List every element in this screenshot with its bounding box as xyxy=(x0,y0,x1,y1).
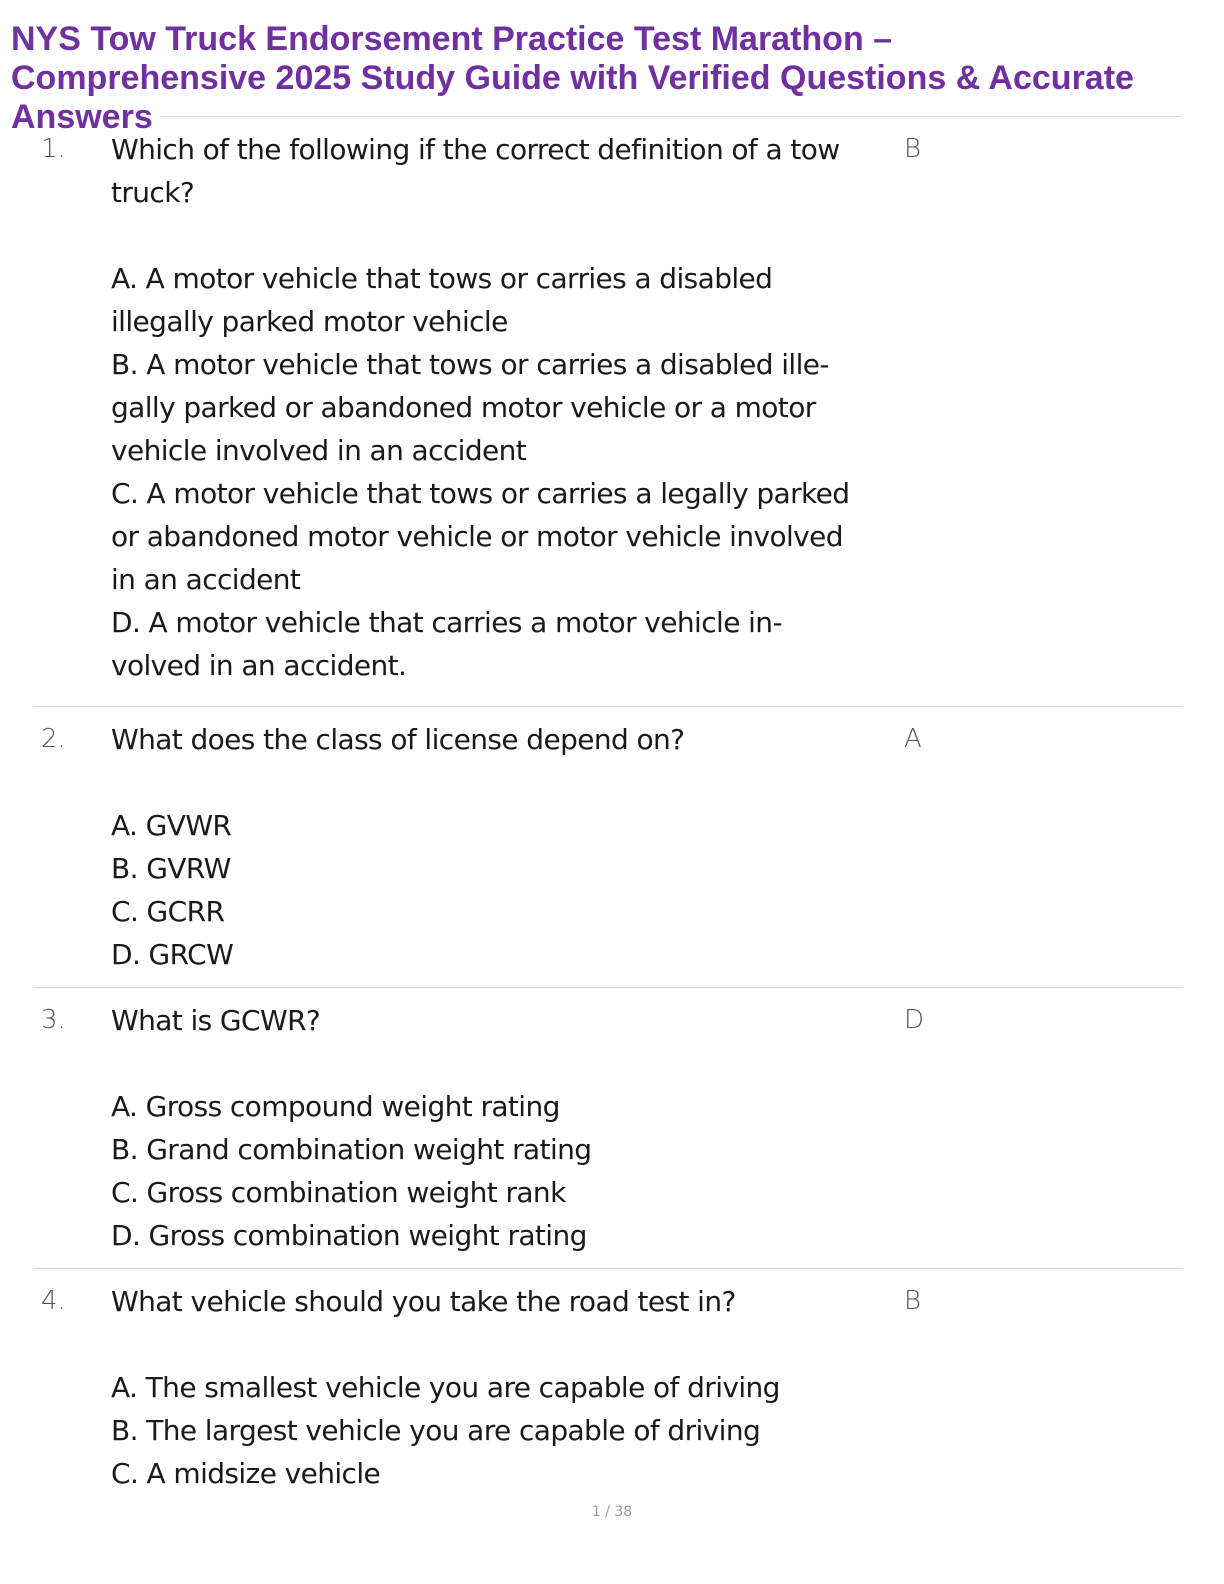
option-line: C. GCRR xyxy=(111,895,225,928)
title-line-3: Answers xyxy=(11,98,153,136)
option-line: C. A motor vehicle that tows or carries a legally parked xyxy=(111,477,850,510)
option-line: D. A motor vehicle that carries a motor vehicle in- xyxy=(111,606,782,639)
question-text-line: Which of the following if the correct definition of a tow xyxy=(111,133,840,166)
question-number: 3. xyxy=(41,1005,66,1035)
question-text-line: What is GCWR? xyxy=(111,1004,321,1037)
option-line: B. GVRW xyxy=(111,852,231,885)
title-line-2: Comprehensive 2025 Study Guide with Verified Questions & Accurate xyxy=(11,59,1134,97)
question-number: 4. xyxy=(41,1286,66,1316)
question-number: 2. xyxy=(41,724,66,754)
option-line: A. A motor vehicle that tows or carries a disabled xyxy=(111,262,773,295)
option-line: B. The largest vehicle you are capable of driving xyxy=(111,1414,761,1447)
option-line: A. The smallest vehicle you are capable of driving xyxy=(111,1371,780,1404)
answer-key: B xyxy=(904,134,922,164)
option-line: A. Gross compound weight rating xyxy=(111,1090,560,1123)
question-divider xyxy=(33,1268,1183,1269)
question-body xyxy=(111,718,911,976)
answer-key: A xyxy=(904,724,922,754)
option-line: illegally parked motor vehicle xyxy=(111,305,508,338)
option-line: C. Gross combination weight rank xyxy=(111,1176,566,1209)
question-text-line: What vehicle should you take the road test in? xyxy=(111,1285,736,1318)
option-line: vehicle involved in an accident xyxy=(111,434,527,467)
answer-key: B xyxy=(904,1286,922,1316)
page-number: 1 / 38 xyxy=(591,1504,633,1520)
option-line: C. A midsize vehicle xyxy=(111,1457,381,1490)
option-line: gally parked or abandoned motor vehicle or a motor xyxy=(111,391,816,424)
question-divider xyxy=(33,987,1183,988)
option-line: in an accident xyxy=(111,563,301,596)
option-line: B. A motor vehicle that tows or carries a disabled ille- xyxy=(111,348,829,381)
option-line: volved in an accident. xyxy=(111,649,407,682)
answer-key: D xyxy=(904,1005,925,1035)
question-text-line: truck? xyxy=(111,176,195,209)
option-line: D. GRCW xyxy=(111,938,234,971)
option-line: D. Gross combination weight rating xyxy=(111,1219,587,1252)
question-number: 1. xyxy=(41,134,66,164)
option-line: or abandoned motor vehicle or motor vehicle involved xyxy=(111,520,843,553)
question-body xyxy=(111,999,911,1257)
question-body xyxy=(111,128,911,687)
option-line: A. GVWR xyxy=(111,809,232,842)
question-text-line: What does the class of license depend on? xyxy=(111,723,685,756)
question-body xyxy=(111,1280,911,1495)
option-line: B. Grand combination weight rating xyxy=(111,1133,592,1166)
question-divider xyxy=(33,706,1183,707)
title-line-1: NYS Tow Truck Endorsement Practice Test Marathon – xyxy=(11,20,893,58)
